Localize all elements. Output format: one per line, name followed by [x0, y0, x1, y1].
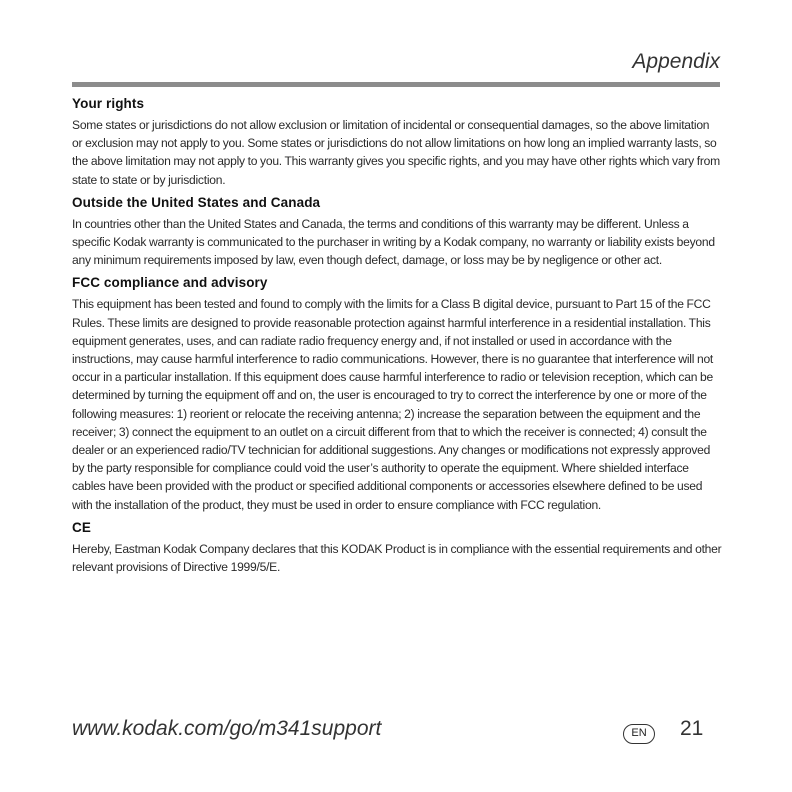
section-heading: Your rights [72, 96, 145, 111]
section-ce [72, 520, 722, 576]
language-badge: EN [623, 724, 655, 744]
section-heading: Outside the United States and Canada [72, 194, 321, 210]
page-number: 21 [680, 717, 704, 740]
section-outside-us-canada [72, 195, 722, 270]
page-content [72, 96, 722, 582]
section-body: Some states or jurisdictions do not allow exclusion or limitation of incidental or consequential damages, so the above limitation or exclusion may not apply to you. Some states or jurisdictions do not allow limitations on how long an implied warranty lasts, so the above limitation may not apply to you. This warranty gives you specific rights, and you may have other rights which vary from state to state or by jurisdiction. [72, 118, 720, 187]
section-heading: CE [72, 519, 91, 535]
section-fcc [72, 275, 722, 513]
support-url-link[interactable]: www.kodak.com/go/m341support [72, 717, 382, 740]
section-body: Hereby, Eastman Kodak Company declares that this KODAK Product is in compliance with the essential requirements and other relevant provisions of Directive 1999/5/E. [72, 541, 722, 575]
section-body: In countries other than the United States and Canada, the terms and conditions of this warranty may be different. Unless a specific Kodak warranty is communicated to the purchaser in writing by a Kodak company, no warranty or liability exists beyond any minimum requirements imposed by law, even though defect, damage, or loss may be by negligence or other act. [72, 216, 715, 268]
section-heading: FCC compliance and advisory [72, 275, 268, 291]
section-body: This equipment has been tested and found to comply with the limits for a Class B digital device, pursuant to Part 15 of the FCC Rules. These limits are designed to provide reasonable protection against harmful interference in a residential installation. This equipment generates, uses, and can radiate radio frequency energy and, if not installed or used in accordance with the instructions, may cause harmful interference to radio communications. However, there is no guarantee that interference will not occur in a particular installation. If this equipment does cause harmful interference to radio or television reception, which can be determined by turning the equipment off and on, the user is encouraged to try to correct the interference by one or more of the following measures: 1) reorient or relocate the receiving antenna; 2) increase the separation between the equipment and the receiver; 3) connect the equipment to an outlet on a circuit different from that to which the receiver is connected; 4) consult the dealer or an experienced radio/TV technician for additional suggestions. Any changes or modifications not expressly approved by the party responsible for compliance could void the user’s authority to operate the equipment. Where shielded interface cables have been provided with the product or specified additional components or accessories elsewhere defined to be used with the installation of the product, they must be used in order to ensure compliance with FCC regulation. [72, 297, 714, 512]
header-divider [72, 82, 720, 87]
page-header-title: Appendix [632, 50, 720, 73]
section-your-rights [72, 96, 722, 189]
